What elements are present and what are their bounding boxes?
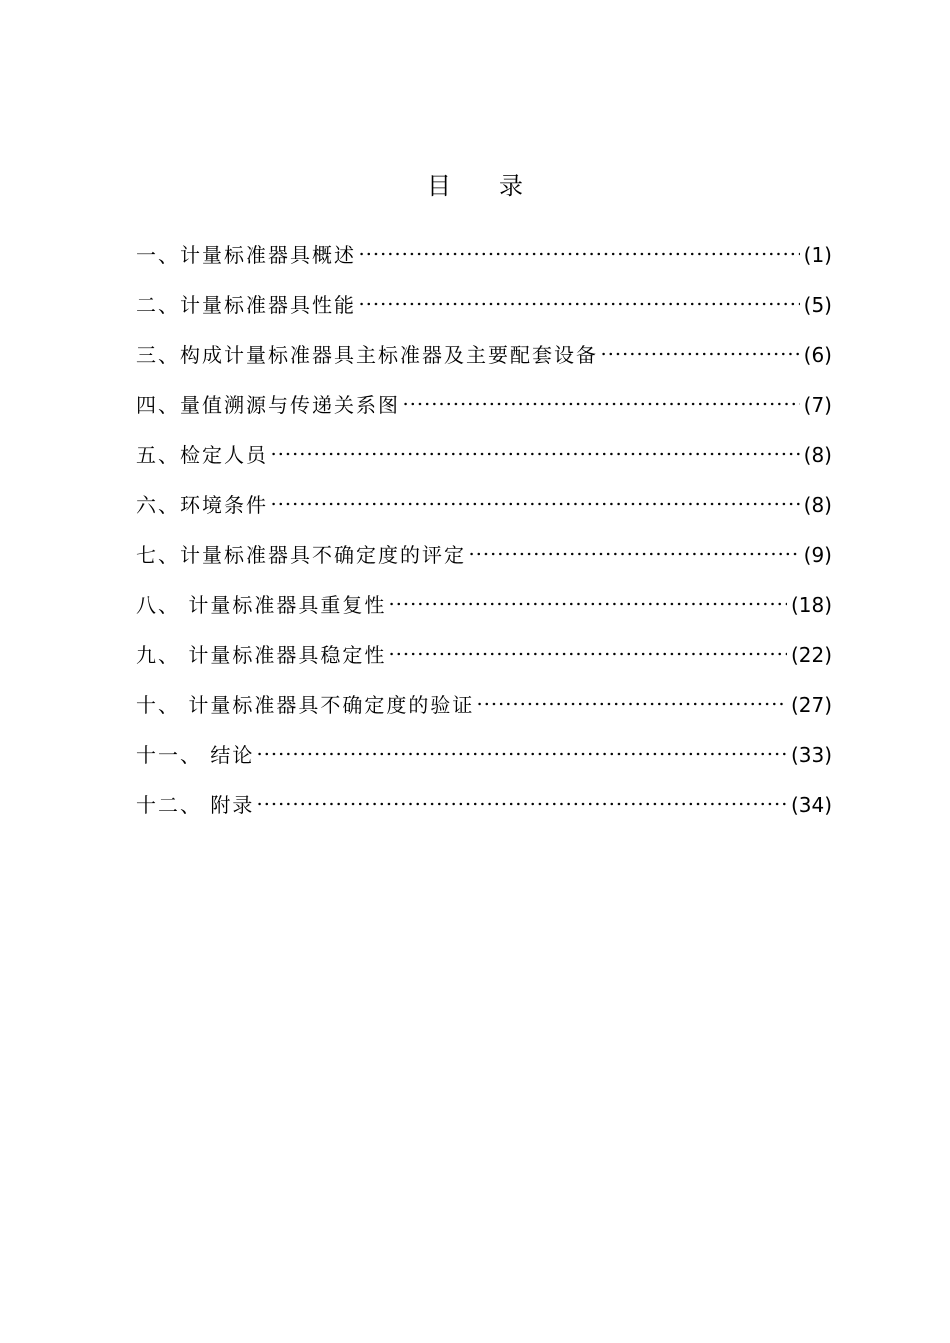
toc-leader-dots: [358, 251, 800, 257]
toc-entry: [136, 735, 832, 785]
toc-leader-dots: [600, 351, 800, 357]
toc-entry: [136, 585, 832, 635]
toc-entry-page: (33): [790, 743, 832, 767]
toc-entry: [136, 785, 832, 835]
toc-entry-label: 八、 计量标准器具重复性: [136, 593, 387, 617]
toc-entry-label: 七、计量标准器具不确定度的评定: [136, 543, 466, 567]
toc-entry-page: (34): [790, 793, 832, 817]
toc-entry-page: (5): [803, 293, 832, 317]
toc-leader-dots: [388, 601, 787, 607]
toc-leader-dots: [270, 451, 800, 457]
toc-entry-label: 十一、 结论: [136, 743, 255, 767]
toc-entry: [136, 635, 832, 685]
toc-entry-label: 九、 计量标准器具稳定性: [136, 643, 387, 667]
toc-entry-page: (9): [803, 543, 832, 567]
toc-entry-page: (27): [790, 693, 832, 717]
toc-leader-dots: [476, 701, 787, 707]
toc-entry-label: 二、计量标准器具性能: [136, 293, 356, 317]
toc-leader-dots: [358, 301, 800, 307]
toc-entry-page: (22): [790, 643, 832, 667]
toc-entry-page: (8): [803, 443, 832, 467]
toc-entry: [136, 385, 832, 435]
toc-entry-label: 十二、 附录: [136, 793, 255, 817]
toc-leader-dots: [256, 751, 787, 757]
toc-entry-label: 六、环境条件: [136, 493, 268, 517]
toc-leader-dots: [402, 401, 800, 407]
toc-leader-dots: [256, 801, 787, 807]
toc-title: 目 录: [427, 172, 523, 200]
toc-entry-page: (1): [803, 243, 832, 267]
toc-entry-label: 四、量值溯源与传递关系图: [136, 393, 400, 417]
toc-entry: [136, 435, 832, 485]
toc-entry-page: (7): [803, 393, 832, 417]
toc-entry: [136, 485, 832, 535]
toc-entry-page: (18): [790, 593, 832, 617]
toc-list: [136, 235, 832, 835]
toc-entry-page: (8): [803, 493, 832, 517]
toc-entry-page: (6): [803, 343, 832, 367]
toc-entry-label: 一、计量标准器具概述: [136, 243, 356, 267]
toc-leader-dots: [388, 651, 787, 657]
toc-entry: [136, 335, 832, 385]
toc-leader-dots: [468, 551, 800, 557]
toc-entry: [136, 235, 832, 285]
toc-entry: [136, 285, 832, 335]
toc-entry: [136, 685, 832, 735]
toc-entry-label: 十、 计量标准器具不确定度的验证: [136, 693, 475, 717]
toc-entry: [136, 535, 832, 585]
toc-leader-dots: [270, 501, 800, 507]
toc-entry-label: 五、检定人员: [136, 443, 268, 467]
toc-entry-label: 三、构成计量标准器具主标准器及主要配套设备: [136, 343, 598, 367]
